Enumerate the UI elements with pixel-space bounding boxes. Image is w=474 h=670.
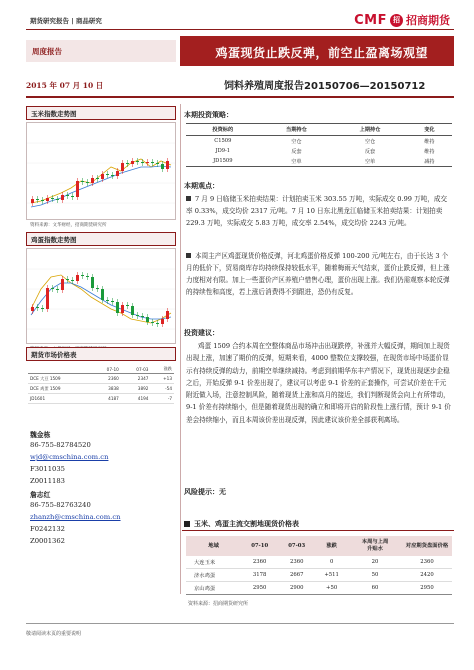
egg-chart xyxy=(26,248,176,344)
holdings-cell: 空单 xyxy=(333,156,407,167)
candle-body xyxy=(121,305,124,313)
candle-body xyxy=(41,200,44,201)
bullet-icon xyxy=(186,253,191,258)
spot-cell: 60 xyxy=(348,582,402,595)
spot-header: 涨跌 xyxy=(315,536,348,556)
column-divider xyxy=(180,104,181,594)
futures-table-title: 期货市场价格表 xyxy=(31,351,77,359)
futures-cell: 4187 xyxy=(91,394,121,403)
table-row xyxy=(186,136,452,147)
spot-table-heading xyxy=(184,519,299,529)
candle-body xyxy=(116,171,119,176)
candle-body xyxy=(166,161,169,169)
analyst-cert: F3011035 xyxy=(30,465,65,473)
holdings-header: 当期持仓 xyxy=(260,124,334,136)
futures-cell: 2360 xyxy=(91,374,121,384)
analyst-cert2: Z0011183 xyxy=(30,477,65,485)
candle-body xyxy=(86,182,89,183)
holdings-cell: 空仓 xyxy=(364,138,376,145)
futures-price-table xyxy=(28,365,174,404)
spot-cell: 2360 xyxy=(402,556,452,569)
candle-body xyxy=(71,280,74,281)
table-row xyxy=(186,582,452,595)
table-row xyxy=(28,384,174,394)
holdings-title: 本期投资策略： xyxy=(184,111,233,119)
candle-body xyxy=(141,162,144,163)
candle-body xyxy=(96,178,99,179)
candle-body xyxy=(106,300,109,301)
corn-chart-label xyxy=(26,106,176,120)
candle-body xyxy=(151,162,154,163)
table-row xyxy=(28,374,174,384)
candle-body xyxy=(56,289,59,290)
advice-paragraph: 鸡蛋 1509 合约本周在空整体商品市场冲击出现跌停，补涨并大幅反弹，期间加上现货出现上涨，加速了期价的反弹，短期来看，4000 整数位支撑较强，在现货市场中场蛋价显示有持续反弹的动力，前期空单继续减持。考虑到前期华东丰产情况下，现货出现逐步企稳之后，开始反弹 9-1 价差出现了，建议可以考虑 9-1 价差的正套操作，可尝试价差在千元附近做入场，注意控制风险，随着现货上涨和高月的接近，我们判断现货会向上有所带动，9-1 价差有持续缩小，但是随着现货出现的确立和即将开启的阶段性上涨行情，预计 9-1 价差会持续缩小，而且本周该价差出现反弹，因此建议该价差全部获利离场。 xyxy=(186,342,451,424)
spot-table-source: 资料来源：招商期货研究所 xyxy=(188,601,249,607)
view-bullet-text: 7 月 9 日临储玉米拍卖结果：计划拍卖玉米 303.55 万吨，实际成交 0.99 万吨，成交率 0.33%，成交均价 2317 元/吨。7 月 10 日东北黑龙江临储玉米拍卖结果：计划拍卖 229.3 万吨，实际成交 5.83 万吨，成交率 2.54%，成交均价 2243 元/吨。 xyxy=(186,195,448,227)
holdings-header: 变化 xyxy=(407,124,452,136)
candle-body xyxy=(41,308,44,309)
top-header xyxy=(26,10,454,30)
candle-body xyxy=(166,311,169,319)
spot-header: 本周与上周 升贴水 xyxy=(348,536,402,556)
futures-cell: DCE 大豆 1509 xyxy=(28,374,91,384)
analyst-cert2: Z0001362 xyxy=(30,537,65,545)
holdings-cell: 空单 xyxy=(260,156,334,167)
candle-body xyxy=(111,175,114,176)
candle-body xyxy=(96,288,99,289)
futures-cell: DCE 鸡蛋 1509 xyxy=(28,384,91,394)
candle-body xyxy=(121,163,124,171)
candle-body xyxy=(66,279,69,280)
weekly-label: 周度报告 xyxy=(32,47,62,56)
footer-divider xyxy=(26,623,454,624)
holdings-table xyxy=(186,123,452,167)
candle-body xyxy=(131,161,134,164)
holdings-cell: 反套 xyxy=(291,148,302,155)
divider xyxy=(182,530,454,531)
spot-cell: 2950 xyxy=(241,582,278,595)
candle-body xyxy=(81,275,84,276)
spot-cell: 济水鸡蛋 xyxy=(186,569,241,582)
futures-header: 07-10 xyxy=(91,365,121,374)
futures-header xyxy=(28,365,91,374)
analyst-email-link[interactable]: zhanzh@cmschina.com.cn xyxy=(30,513,121,521)
candle-body xyxy=(46,198,49,201)
futures-cell: 3838 xyxy=(91,384,121,394)
table-row xyxy=(186,156,452,167)
futures-cell: -7 xyxy=(150,394,174,403)
analyst-cert: F0242132 xyxy=(30,525,65,533)
candle-body xyxy=(101,289,104,300)
table-row xyxy=(186,569,452,582)
risk-notice: 风险提示：无 xyxy=(184,488,226,496)
corn-chart xyxy=(26,122,176,220)
candle-body xyxy=(46,288,49,309)
table-row xyxy=(186,146,452,156)
candle-body xyxy=(141,316,144,317)
title-banner xyxy=(180,36,454,66)
holdings-cell: 减持 xyxy=(407,156,452,167)
spot-cell: 0 xyxy=(315,556,348,569)
weekly-label-box xyxy=(26,40,176,62)
futures-cell: 3892 xyxy=(121,384,151,394)
candle-body xyxy=(111,301,114,302)
candle-body xyxy=(51,198,54,199)
candle-body xyxy=(76,275,79,281)
views-title: 本期观点： xyxy=(184,182,219,190)
divider xyxy=(26,96,454,98)
candle-body xyxy=(66,195,69,196)
spot-price-table xyxy=(186,536,452,595)
table-row xyxy=(186,556,452,569)
view-bullet xyxy=(186,250,452,298)
candle-body xyxy=(161,319,164,324)
candle-body xyxy=(36,307,39,308)
logo-text-en: CMF xyxy=(354,12,387,28)
table-row xyxy=(28,394,174,403)
spot-header: 地域 xyxy=(186,536,241,556)
egg-chart-label xyxy=(26,232,176,246)
spot-cell: 2950 xyxy=(402,582,452,595)
candle-body xyxy=(61,195,64,200)
spot-cell: 2420 xyxy=(402,569,452,582)
analyst-email-link[interactable]: wjd@cmschina.com.cn xyxy=(30,453,109,461)
futures-cell: 4194 xyxy=(121,394,151,403)
spot-cell: 2667 xyxy=(278,569,315,582)
holdings-header: 上期持仓 xyxy=(333,124,407,136)
candle-body xyxy=(161,164,164,169)
spot-cell: 2360 xyxy=(241,556,278,569)
candle-body xyxy=(126,163,129,164)
analyst-name: 詹志红 xyxy=(30,491,51,499)
spot-table-title: 玉米、鸡蛋主流交割地现货价格表 xyxy=(194,520,299,528)
candle-body xyxy=(31,199,34,203)
candle-body xyxy=(31,307,34,311)
candle-body xyxy=(136,161,139,162)
view-bullet xyxy=(186,193,452,229)
holdings-header: 投资标的 xyxy=(186,124,260,136)
futures-cell: -54 xyxy=(150,384,174,394)
report-title: 饲料养殖周度报告20150706—20150712 xyxy=(224,81,426,92)
view-bullet-text: 本周主产区鸡蛋现货价格反弹，河北鸡蛋价格反弹 100-200 元/吨左右，由于长达 3 个月的低价下，贸易商库存均持续保持较低水平，随着梅雨天气结束，蛋价止跌反弹，但上涨力度相对有限。加上一些蛋价产区养殖户惜售心理，蛋价出现上涨。我们仍需观察本轮反弹的持续性和高度，若上涨后消费得不到跟进，恐仍有反复。 xyxy=(186,252,450,296)
bullet-icon xyxy=(186,196,191,201)
analyst-name: 魏金栋 xyxy=(30,431,51,439)
candle-body xyxy=(136,315,139,316)
spot-cell: +50 xyxy=(315,582,348,595)
egg-candlestick-chart xyxy=(27,249,175,343)
futures-cell: JD1601 xyxy=(28,394,91,403)
spot-cell: 3178 xyxy=(241,569,278,582)
corn-candlestick-chart xyxy=(27,123,175,219)
candle-body xyxy=(91,277,94,288)
spot-header: 07-10 xyxy=(241,536,278,556)
holdings-cell: 维持 xyxy=(424,148,435,155)
candle-body xyxy=(101,174,104,179)
candle-body xyxy=(56,199,59,200)
spot-cell: 2360 xyxy=(278,556,315,569)
banner-title: 鸡蛋现货止跌反弹，前空止盈离场观望 xyxy=(215,46,428,60)
logo-badge-icon: 招 xyxy=(390,14,403,27)
advice-title: 投资建议： xyxy=(184,329,219,337)
holdings-cell: JD1509 xyxy=(186,156,260,167)
futures-header: 涨跌 xyxy=(150,365,174,374)
candle-body xyxy=(146,317,149,322)
report-category: 期货研究报告 | 商品研究 xyxy=(30,17,102,25)
futures-table-label xyxy=(26,347,176,361)
spot-cell: 大连玉米 xyxy=(186,556,241,569)
holdings-cell: JD9-1 xyxy=(215,148,231,154)
candle-body xyxy=(81,181,84,182)
candle-body xyxy=(91,178,94,183)
footer-note: 敬请阅读末页的重要说明 xyxy=(26,631,82,637)
futures-cell: +13 xyxy=(150,374,174,384)
spot-header: 对应期货盘面价格 xyxy=(402,536,452,556)
spot-cell: 京山鸡蛋 xyxy=(186,582,241,595)
candle-body xyxy=(51,288,54,289)
holdings-cell: 维持 xyxy=(424,138,435,145)
spot-header: 07-03 xyxy=(278,536,315,556)
candle-body xyxy=(76,181,79,197)
candle-body xyxy=(126,305,129,306)
candle-body xyxy=(131,306,134,315)
candle-body xyxy=(116,302,119,313)
company-logo xyxy=(354,12,450,28)
spot-cell: 2900 xyxy=(278,582,315,595)
square-bullet-icon xyxy=(184,521,190,527)
candle-body xyxy=(156,163,159,164)
candle-body xyxy=(86,276,89,277)
spot-cell: 20 xyxy=(348,556,402,569)
candle-body xyxy=(106,174,109,175)
candle-body xyxy=(156,323,159,324)
spot-cell: +511 xyxy=(315,569,348,582)
report-date: 2015 年 07 月 10 日 xyxy=(26,81,104,90)
holdings-cell: 空仓 xyxy=(291,138,302,145)
candle-body xyxy=(71,196,74,197)
futures-cell: 2347 xyxy=(121,374,151,384)
futures-header: 07-03 xyxy=(121,365,151,374)
holdings-cell: C1509 xyxy=(214,138,232,144)
analyst-phone: 86-755-82784520 xyxy=(30,441,91,449)
candle-body xyxy=(146,162,149,163)
candle-body xyxy=(151,322,154,323)
corn-chart-title: 玉米指数走势图 xyxy=(31,110,77,118)
holdings-cell: 反套 xyxy=(364,148,376,155)
logo-text-cn: 招商期货 xyxy=(406,14,450,27)
candle-body xyxy=(36,199,39,200)
egg-chart-title: 鸡蛋指数走势图 xyxy=(31,236,77,244)
candle-body xyxy=(61,279,64,290)
spot-cell: 50 xyxy=(348,569,402,582)
corn-chart-source: 资料来源：文华财经，招商期货研究所 xyxy=(30,223,107,228)
analyst-phone: 86-755-82763240 xyxy=(30,501,91,509)
